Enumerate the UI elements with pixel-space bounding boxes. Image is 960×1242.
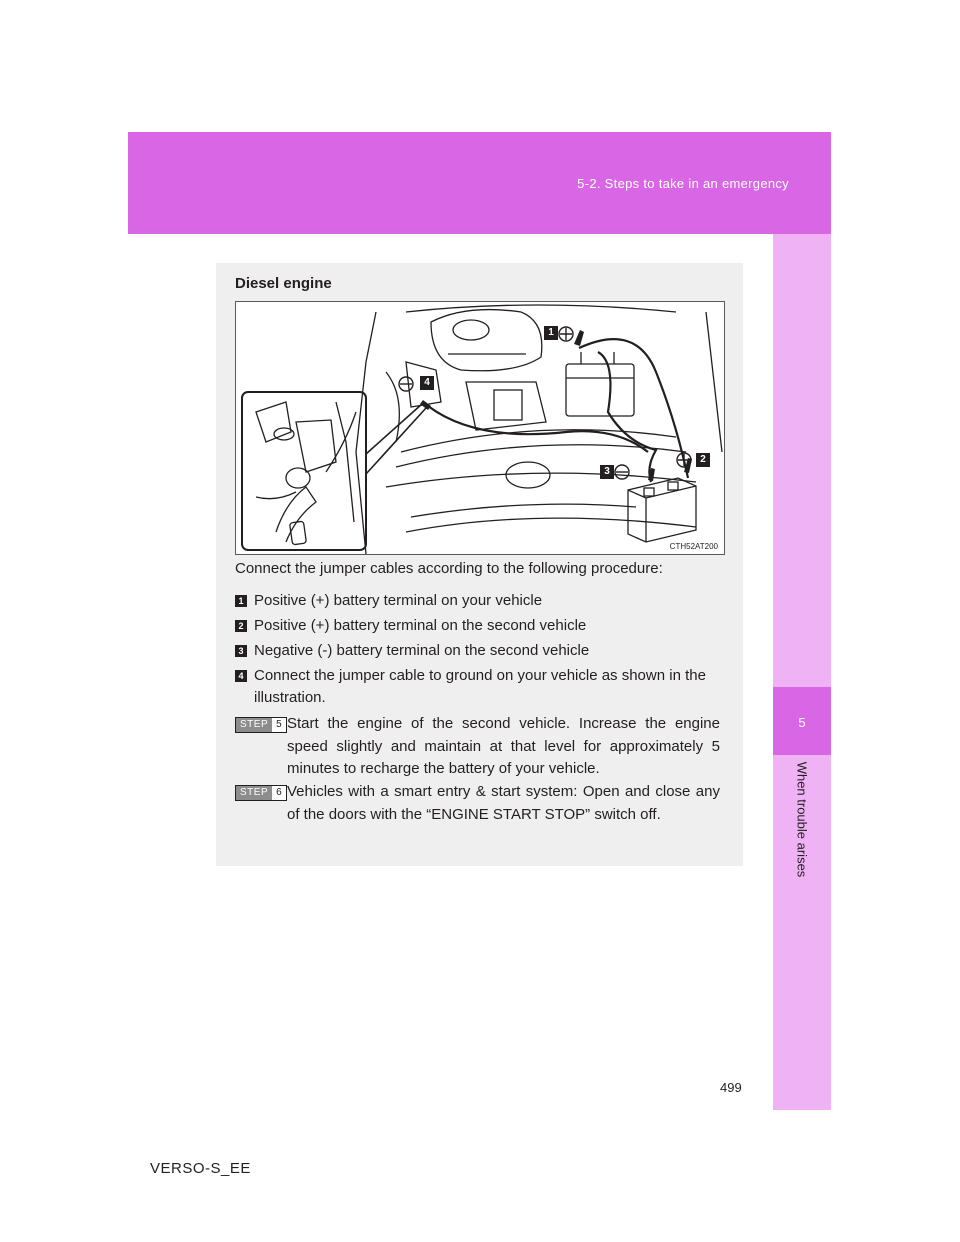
callout-2: 2 bbox=[696, 453, 710, 467]
item-number-box: 3 bbox=[235, 645, 247, 657]
chapter-side-tab bbox=[773, 234, 831, 1110]
step-label: STEP bbox=[236, 786, 272, 800]
step-text: Vehicles with a smart entry & start system: Open and close any of the doors with the “ENGINE START STOP” switch off. bbox=[287, 783, 720, 823]
figure-code: CTH52AT200 bbox=[669, 542, 718, 551]
intro-text: Connect the jumper cables according to the following procedure: bbox=[235, 560, 663, 577]
callout-3: 3 bbox=[600, 465, 614, 479]
box-title: Diesel engine bbox=[235, 275, 332, 292]
chapter-number: 5 bbox=[798, 715, 806, 730]
item-text: Positive (+) battery terminal on the second vehicle bbox=[254, 617, 587, 634]
item-text: Connect the jumper cable to ground on your vehicle as shown in the illustration. bbox=[254, 667, 706, 706]
step-tag-5 bbox=[235, 717, 287, 733]
section-title: 5-2. Steps to take in an emergency bbox=[577, 176, 789, 191]
item-text: Positive (+) battery terminal on your vehicle bbox=[254, 592, 543, 609]
content-box bbox=[216, 263, 743, 866]
step-label: STEP bbox=[236, 718, 272, 732]
item-number-box: 2 bbox=[235, 620, 247, 632]
step-text: Start the engine of the second vehicle. Increase the engine speed slightly and maintain at that level for approximately 5 minutes to recharge the battery of your vehicle. bbox=[287, 715, 720, 777]
chapter-title: When trouble arises bbox=[794, 761, 810, 878]
callout-1: 1 bbox=[544, 326, 558, 340]
engine-bay-illustration bbox=[235, 301, 725, 555]
item-text: Negative (-) battery terminal on the second vehicle bbox=[254, 642, 590, 659]
step-number: 5 bbox=[276, 719, 282, 730]
step-number: 6 bbox=[276, 787, 282, 798]
item-number-box: 1 bbox=[235, 595, 247, 607]
chapter-number-box bbox=[773, 687, 831, 755]
header-band bbox=[128, 132, 831, 234]
model-code: VERSO-S_EE bbox=[150, 1160, 251, 1177]
item-number-box: 4 bbox=[235, 670, 247, 682]
page-number: 499 bbox=[720, 1080, 742, 1095]
step-tag-6 bbox=[235, 785, 287, 801]
engine-bay-drawing bbox=[236, 302, 724, 554]
callout-4: 4 bbox=[420, 376, 434, 390]
